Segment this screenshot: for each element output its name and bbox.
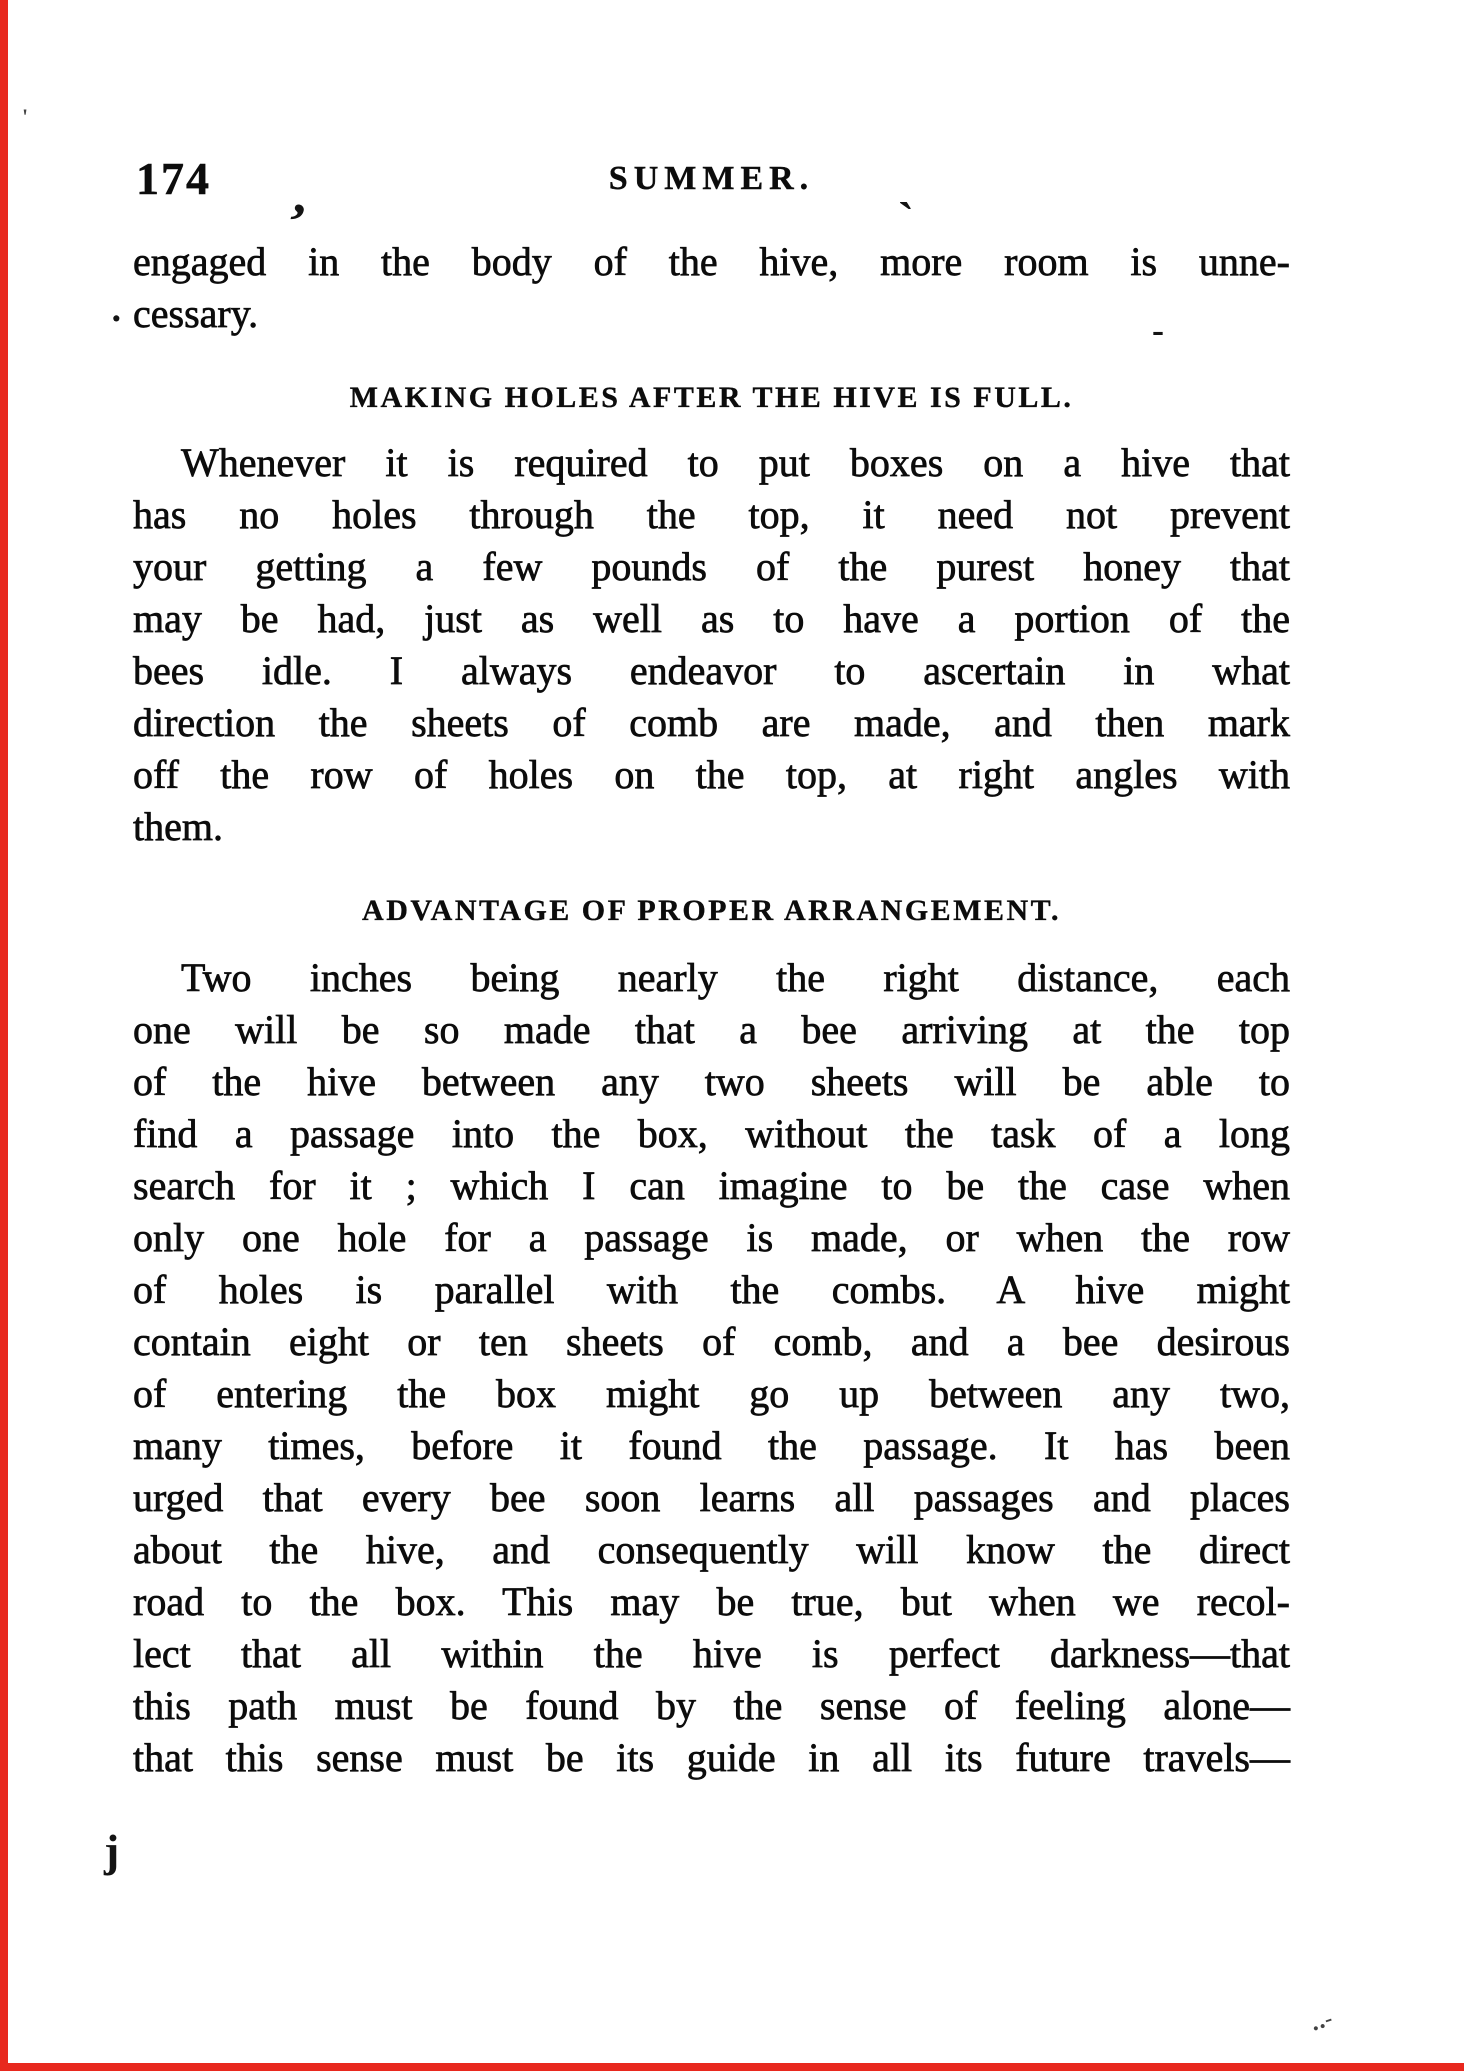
text-line: only one hole for a passage is made, or when the row [133, 1215, 1290, 1260]
text-line: one will be so made that a bee arriving at the top [133, 1007, 1290, 1052]
grave-accent-mark: ` [898, 193, 914, 246]
text-line: Two inches being nearly the right distance, each [181, 955, 1290, 1000]
ink-dot-mark: · [110, 298, 123, 340]
section-paragraph-proper-arrangement [133, 952, 1290, 1784]
text-line: off the row of holes on the top, at right angles with [133, 752, 1290, 797]
text-line: has no holes through the top, it need not prevent [133, 492, 1290, 537]
text-line: them. [133, 804, 223, 849]
text-line: that this sense must be its guide in all its future travels— [133, 1735, 1290, 1780]
text-line: direction the sheets of comb are made, and then mark [133, 700, 1290, 745]
ink-flick-mark: ‥‐ [1306, 2005, 1336, 2036]
stray-j-mark: j [104, 1825, 120, 1876]
text-line: about the hive, and consequently will know the direct [133, 1527, 1290, 1572]
text-line: road to the box. This may be true, but when we recol- [133, 1579, 1290, 1624]
text-line: engaged in the body of the hive, more room is unne- [133, 239, 1290, 284]
text-line: urged that every bee soon learns all passages and places [133, 1475, 1290, 1520]
section-heading-making-holes: MAKING HOLES AFTER THE HIVE IS FULL. [349, 381, 1074, 414]
text-line: find a passage into the box, without the task of a long [133, 1111, 1290, 1156]
pen-stroke-mark: , [288, 164, 317, 226]
text-line: search for it ; which I can imagine to be the case when [133, 1163, 1290, 1208]
running-header: SUMMER. [608, 160, 815, 197]
text-line: may be had, just as well as to have a portion of the [133, 596, 1290, 641]
text-line: of entering the box might go up between any two, [133, 1371, 1290, 1416]
text-line: many times, before it found the passage. It has been [133, 1423, 1290, 1468]
text-line: this path must be found by the sense of feeling alone— [133, 1683, 1290, 1728]
page-number: 174 [136, 153, 211, 204]
ink-dash-mark: - [1152, 310, 1164, 350]
text-line: Whenever it is required to put boxes on a hive that [181, 440, 1290, 485]
text-line: your getting a few pounds of the purest honey that [133, 544, 1290, 589]
section-paragraph-making-holes [133, 437, 1290, 853]
text-line: lect that all within the hive is perfect darkness—that [133, 1631, 1290, 1676]
text-line: of holes is parallel with the combs. A hive might [133, 1267, 1290, 1312]
intro-paragraph [133, 236, 1290, 340]
text-line: bees idle. I always endeavor to ascertain in what [133, 648, 1290, 693]
section-heading-proper-arrangement: ADVANTAGE OF PROPER ARRANGEMENT. [362, 894, 1061, 927]
red-page-edge-left [0, 0, 8, 2071]
text-line: contain eight or ten sheets of comb, and a bee desirous [133, 1319, 1290, 1364]
ink-speck-mark: ' [22, 104, 29, 129]
text-line: cessary. [133, 291, 259, 336]
text-line: of the hive between any two sheets will be able to [133, 1059, 1290, 1104]
red-page-edge-bottom [0, 2063, 1464, 2071]
